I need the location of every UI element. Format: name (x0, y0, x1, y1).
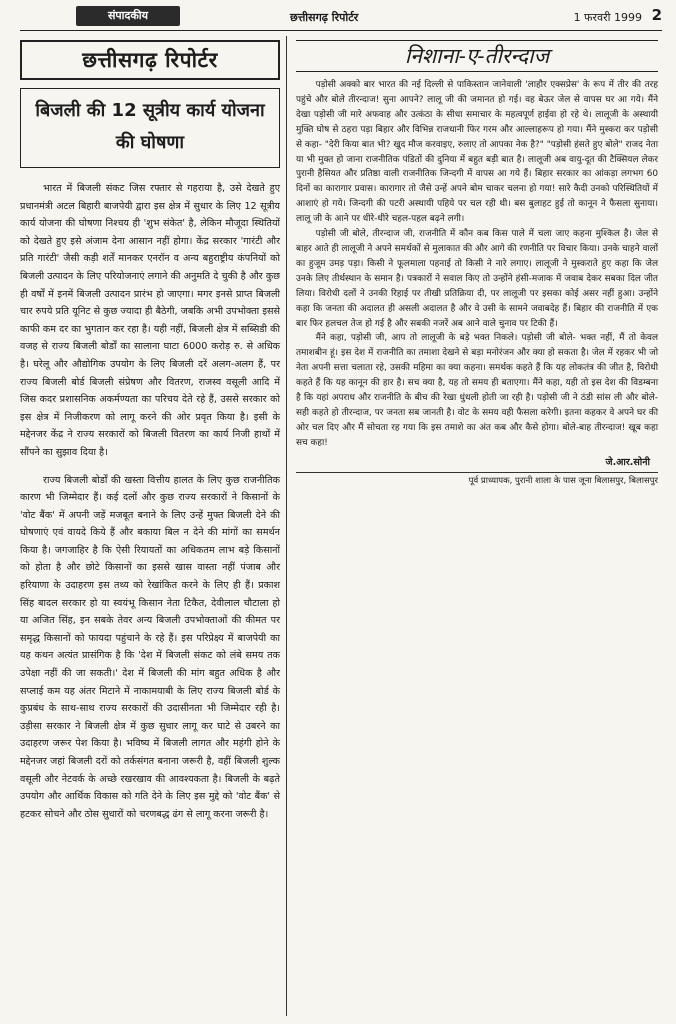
page-number: 2 (651, 6, 662, 24)
author-address: पूर्व प्राध्यापक, पुरानी शाला के पास जूना बिलासपुर, बिलासपुर (296, 472, 658, 486)
satire-column (296, 40, 658, 1016)
satire-title: निशाना-ए-तीरन्दाज (296, 40, 658, 72)
editorial-body (20, 180, 280, 823)
issue-date: 1 फरवरी 1999 (573, 11, 642, 24)
editorial-paragraph: भारत में बिजली संकट जिस रफ्तार से गहराया है, उसे देखते हुए प्रधानमंत्री अटल बिहारी बाजपेयी द्वारा इस क्षेत्र में सुधार के लिए 12 सूत्रीय कार्य योजना की घोषणा निश्चय ही 'शुभ संकेत' है, लेकिन मौजूदा स्थितियों को देखते हुए इसे अंजाम देना आसान नहीं होगा। केंद्र सरकार 'गारंटी और प्रति गारंटी' जैसी कड़ी शर्तें मानकर एनरॉन व अन्य बहुराष्ट्रीय कंपनियों को बिजली उत्पादन के लिए परियोजनाएं लगाने की अनुमति दे चुकी है और कुछ ही वर्षों में इनमें बिजली उत्पादन प्रारंभ हो जाएगा। मगर इनसे प्राप्त बिजली चार रुपये प्रति यूनिट से कुछ ज्यादा ही बैठेगी, जबकि अभी उपभोक्ता इससे काफी कम दर का भुगतान कर रहा है। यही नहीं, बिजली क्षेत्र में सब्सिडी की वजह से राज्य बिजली बोर्डों का सालाना घाटा 6000 करोड़ रु. से अधिक है। घरेलू और औद्योगिक उपयोग के लिए बिजली दरें अलग-अलग हैं, पर राज्य बिजली बोर्ड बिजली संप्रेषण और वितरण, राजस्व वसूली आदि में जिस कदर प्रशासनिक अकर्मण्यता का परिचय देते रहे हैं, उससे सरकार को इस क्षेत्र में निजीकरण को लागू करने की ओर प्रवृत किया है। इसी के मद्देनजर केंद्र ने राज्य सरकारों को बिजली वितरण का कार्य निजी हाथों में सौंपने का सुझाव दिया है। (20, 183, 280, 458)
author-signoff: जे.आर.सोनी (605, 456, 650, 468)
editorial-paragraph: राज्य बिजली बोर्डों की खस्ता वित्तीय हालत के लिए कुछ राजनीतिक कारण भी जिम्मेदार हैं। कई दलों और कुछ राज्य सरकारों ने किसानों के 'वोट बैंक' में अपनी जड़ें मजबूत बनाने के लिए उन्हें मुफ्त बिजली देने की घोषणाएं एवं वायदे किये हैं और बकाया बिल न देने की मांगों का समर्थन किया है। जगजाहिर है कि ऐसी रियायतों का अधिकतम लाभ बड़े किसानों को होता है और छोटे किसानों का इससे खास वास्ता नहीं पंजाब और हरियाणा के उदाहरण इस तथ्य को रेखांकित करने के लिए ही हैं। प्रकाश सिंह बादल सरकार हो या स्वयंभू किसान नेता टिकैत, देवीलाल चौटाला हो या अजित सिंह, इन सबके तेवर अन्य बिजली उपभोक्ताओं की कीमत पर समृद्ध किसानों को फायदा पहुंचाने के रहे हैं। इस परिप्रेक्ष्य में बाजपेयी का यह कथन अत्यंत प्रासंगिक है कि 'देश में बिजली संकट को लंबे समय तक उपेक्षा नहीं की जा सकती।' देश में बिजली की मांग बहुत अधिक है और सप्लाई कम यह अंतर मिटाने में नाकामयाबी के लिए राज्य बिजली बोर्ड के कुप्रबंध के साथ-साथ राज्य सरकारों की उदासीनता भी जिम्मेदार रही है। उड़ीसा सरकार ने बिजली क्षेत्र में कुछ सुधार लागू कर घाटे से उबरने का उदाहरण जरूर पेश किया है। भविष्य में बिजली लागत और महंगी होने के मद्देनजर जहां बिजली दरों को तर्कसंगत बनाना जरूरी है, वहीं बिजली शुल्क वसूली और नेटवर्क के अच्छे रखरखाव की आवश्यकता है। बिजली के बढ़ते उपयोग और आर्थिक विकास को गति देने के लिए इस मुद्दे को 'वोट बैंक' से हटकर सोचने और ठोस सुधारों को चरणबद्ध ढंग से लागू करना जरूरी है। (20, 474, 280, 820)
satire-body (296, 78, 658, 451)
editorial-column (20, 36, 280, 1016)
satire-paragraph: पड़ोसी अक्को बार भारत की नई दिल्ली से पाकिस्तान जानेवाली 'लाहौर एक्सप्रेस' के रूप में तीर की तरह पहुंचे और बोले तीरन्दाज! सुना आपने? लालू जी की जमानत हो गई। वह बेऊर जेल से वापस घर आ गये। मैंने देखा पड़ोसी जी मारे अफवाह और उत्कंठा के सीधा समाचार के महत्वपूर्ण हाईवा हो रहे थे। लालूजी के अस्थायी मुक्ति घोष से ठहरा पड़ा बिहार और विभिन्न राजधानी फिर गरम और आल्लाहरूप हो गया। मैंने मुस्करा कर पड़ोसी से कहा- "देरी किया बात भी? खुद मौज करवाइए, रुलाए तो आपका नेक है?" "पड़ोसी हंसते हुए बोले" राजद नेता या भी मुक्त हो जाना राजनीतिक पंडितों की दुनिया में बहुत बड़ी बात है। लालूजी अब वायु-दूत की टैक्सियल लेकर पुरानी हैसियत और प्रतिष्ठा वाली राजनीतिक जिन्दगी में वापस आ गये हैं। बिहार सरकार का आंकड़ा लगभग 60 दिनों का कारागार प्रवास। कारागार तो जैसे उन्हें अपने बोम चाकर चलना हो गया! सारे कैदी उनको परिस्थितियों में आशाएं हो गये। जिन्दगी की पटरी अस्थायी पहिये पर चल रही थी। बस बुलाहट हुई तो कानून ने फैसला सुनाया। लालू जी के आने पर धीरे-धीरे चहल-पहल बढ़ने लगी। (296, 80, 658, 225)
page-header (18, 6, 664, 28)
header-rule (20, 30, 662, 31)
satire-paragraph: पड़ोसी जी बोले, तीरन्दाज जी, राजनीति में कौन कब किस पाले में चला जाए कहना मुश्किल है। जेल से बाहर आते ही लालूजी ने अपने समर्थकों से मुलाकात की और आगे की रणनीति पर विचार किया। उनके चाहने वालों का हुजूम उमड़ पड़ा। किसी ने फूलमाला पहनाई तो किसी ने नारे लगाए। लालूजी ने मुस्कराते हुए कहा कि जेल उनके लिए तीर्थस्थान के समान है। पत्रकारों ने सवाल किए तो उन्होंने हंसी-मजाक में जवाब देकर सबका दिल जीत लिया। विरोधी दलों ने उनकी रिहाई पर तीखी प्रतिक्रिया दी, पर लालूजी पर इसका कोई असर नहीं हुआ। उन्होंने कहा कि जनता की अदालत ही असली अदालत है और वे उसी के सामने जवाबदेह हैं। बिहार की राजनीति में एक बार फिर हलचल तेज हो गई है और सबकी नजरें अब आने वाले चुनाव पर टिकी हैं। (296, 229, 658, 329)
masthead: छत्तीसगढ़ रिपोर्टर (20, 40, 280, 80)
section-tab: संपादकीय (76, 6, 180, 26)
satire-paragraph: मैंने कहा, पड़ोसी जी, आप तो लालूजी के बड़े भक्त निकले। पड़ोसी जी बोले- भक्त नहीं, मैं तो केवल तमाशबीन हूं। इस देश में राजनीति का तमाशा देखने से बड़ा मनोरंजन और क्या हो सकता है। जेल में रहकर भी जो नेता अपनी सत्ता चलाता रहे, उसकी महिमा का क्या कहना। समर्थक कहते हैं कि यह लोकतंत्र की जीत है, विरोधी कहते हैं कि यह कानून की हार है। सच क्या है, यह तो समय ही बताएगा। मैंने कहा, यही तो इस देश की विडम्बना है कि यहां अपराध और राजनीति के बीच की रेखा धुंधली होती जा रही है। पड़ोसी जी ने ठंडी सांस ली और बोले- सही कहते हो तीरन्दाज, पर जनता सब जानती है। वोट के समय वही फैसला करेगी। इतना कहकर वे अपने घर की ओर चल दिए और मैं सोचता रह गया कि इस तमाशे का अंत कब और कैसे होगा। बोले-बाह तीरन्दाज! खूब कहा सच कहा! (296, 333, 658, 448)
running-head: छत्तीसगढ़ रिपोर्टर (290, 11, 359, 24)
editorial-headline: बिजली की 12 सूत्रीय कार्य योजना की घोषणा (20, 88, 280, 168)
column-divider (286, 36, 287, 1016)
